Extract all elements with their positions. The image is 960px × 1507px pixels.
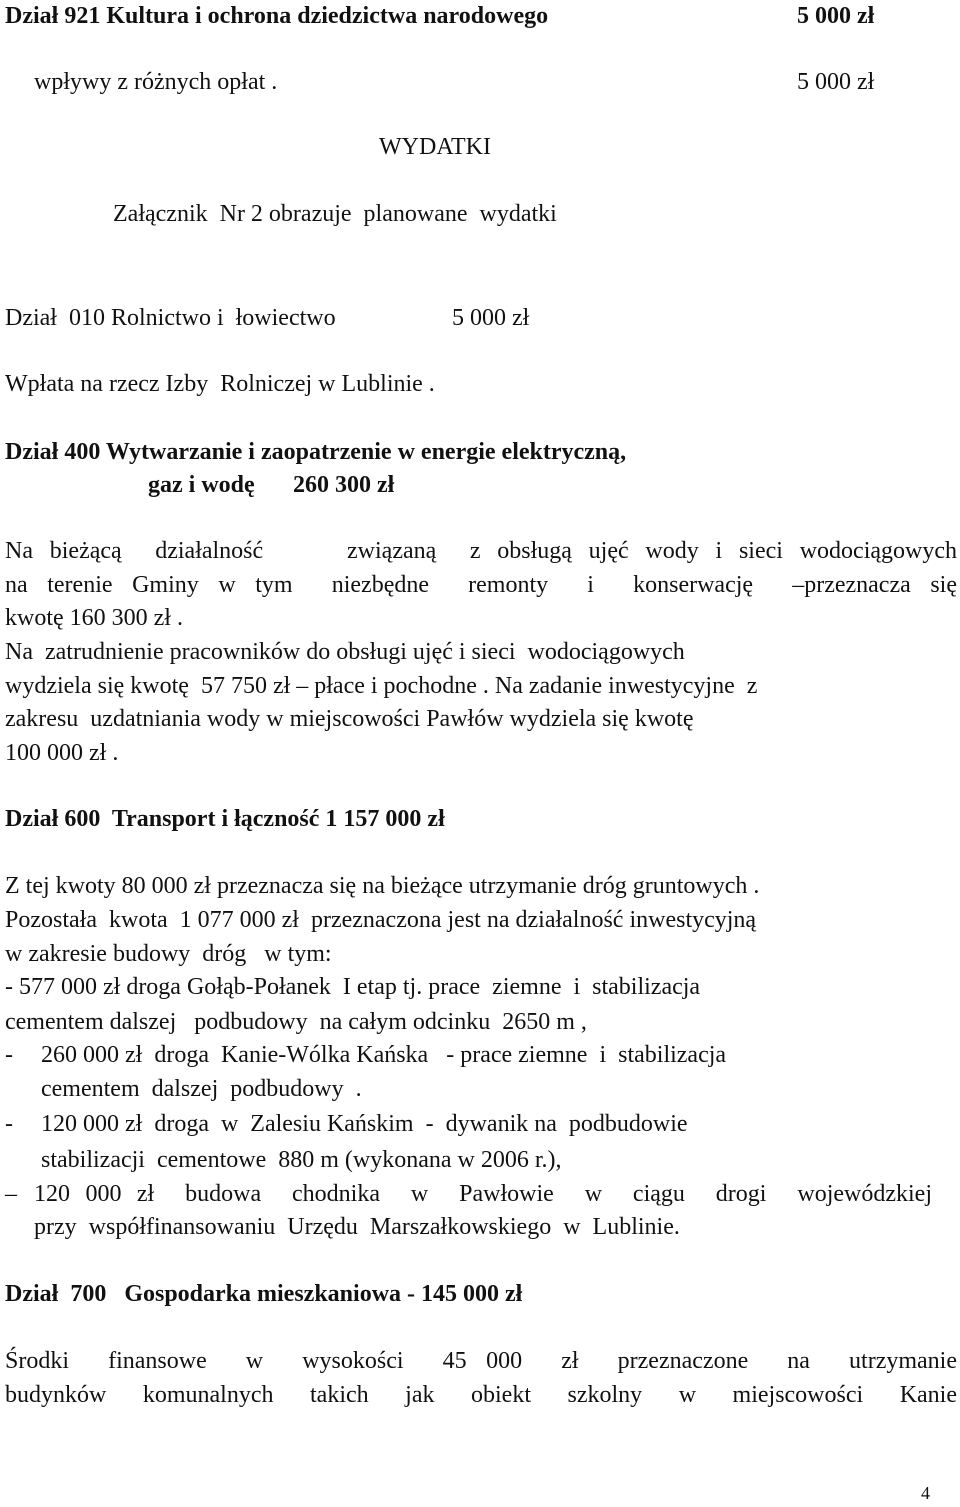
section-010-description: Wpłata na rzecz Izby Rolniczej w Lublinie . [5,371,435,397]
section-700-line2: budynków komunalnych takich jak obiekt szkolny w miejscowości Kanie [5,1382,957,1408]
section-400-para2-line3: zakresu uzdatniania wody w miejscowości Pawłów wydziela się kwotę [5,706,694,732]
section-600-line2: Pozostała kwota 1 077 000 zł przeznaczona jest na działalność inwestycyjną [5,907,757,933]
section-600-line3: w zakresie budowy dróg w tym: [5,941,332,967]
list-dash: - [5,1111,13,1137]
section-600-item1-cont: cementem dalszej podbudowy na całym odcinku 2650 m , [5,1009,587,1035]
section-600-item4: 120 000 zł budowa chodnika w Pawłowie w ciągu drogi wojewódzkiej [34,1181,932,1207]
section-600-item3: 120 000 zł droga w Zalesiu Kańskim - dywanik na podbudowie [41,1111,688,1137]
section-600-item4-cont: przy współfinansowaniu Urzędu Marszałkowskiego w Lublinie. [34,1214,680,1240]
section-010-title: Dział 010 Rolnictwo i łowiectwo [5,305,336,331]
section-600-line1: Z tej kwoty 80 000 zł przeznacza się na bieżące utrzymanie dróg gruntowych . [5,873,760,899]
section-600-item2-cont: cementem dalszej podbudowy . [41,1076,362,1102]
page-number: 4 [921,1483,930,1503]
section-400-title-cont: gaz i wodę [148,472,255,498]
section-600-item2: 260 000 zł droga Kanie-Wólka Kańska - prace ziemne i stabilizacja [41,1042,727,1068]
section-010-amount: 5 000 zł [452,305,530,331]
revenue-fees-amount: 5 000 zł [797,69,875,95]
section-400-para2-line4: 100 000 zł . [5,740,119,766]
section-400-para1-line3: kwotę 160 300 zł . [5,605,183,631]
section-400-para1-line1: Na bieżącą działalność związaną z obsługą ujęć wody i sieci wodociągowych [5,538,957,564]
section-400-title: Dział 400 Wytwarzanie i zaopatrzenie w energie elektryczną, [5,439,627,465]
section-700-title: Dział 700 Gospodarka mieszkaniowa - 145 000 zł [5,1281,523,1307]
section-400-para1-line2: na terenie Gminy w tym niezbędne remonty i konserwację –przeznacza się [5,572,957,598]
list-dash: – [5,1181,17,1207]
section-400-para2-line1: Na zatrudnienie pracowników do obsługi ujęć i sieci wodociągowych [5,639,685,665]
section-600-title: Dział 600 Transport i łączność 1 157 000 zł [5,806,445,832]
revenue-fees-label: wpływy z różnych opłat . [34,69,278,95]
section-400-amount: 260 300 zł [293,472,395,498]
section-400-para2-line2: wydziela się kwotę 57 750 zł – płace i pochodne . Na zadanie inwestycyjne z [5,673,758,699]
attachment-note: Załącznik Nr 2 obrazuje planowane wydatki [113,201,557,227]
section-700-line1: Środki finansowe w wysokości 45 000 zł przeznaczone na utrzymanie [5,1348,957,1374]
section-600-item3-cont: stabilizacji cementowe 880 m (wykonana w 2006 r.), [41,1147,562,1173]
section-600-item1: - 577 000 zł droga Gołąb-Połanek I etap tj. prace ziemne i stabilizacja [5,974,701,1000]
section-921-title: Dział 921 Kultura i ochrona dziedzictwa narodowego [5,3,549,29]
section-921-amount: 5 000 zł [797,3,875,29]
expenses-heading: WYDATKI [379,134,491,160]
list-dash: - [5,1042,13,1068]
